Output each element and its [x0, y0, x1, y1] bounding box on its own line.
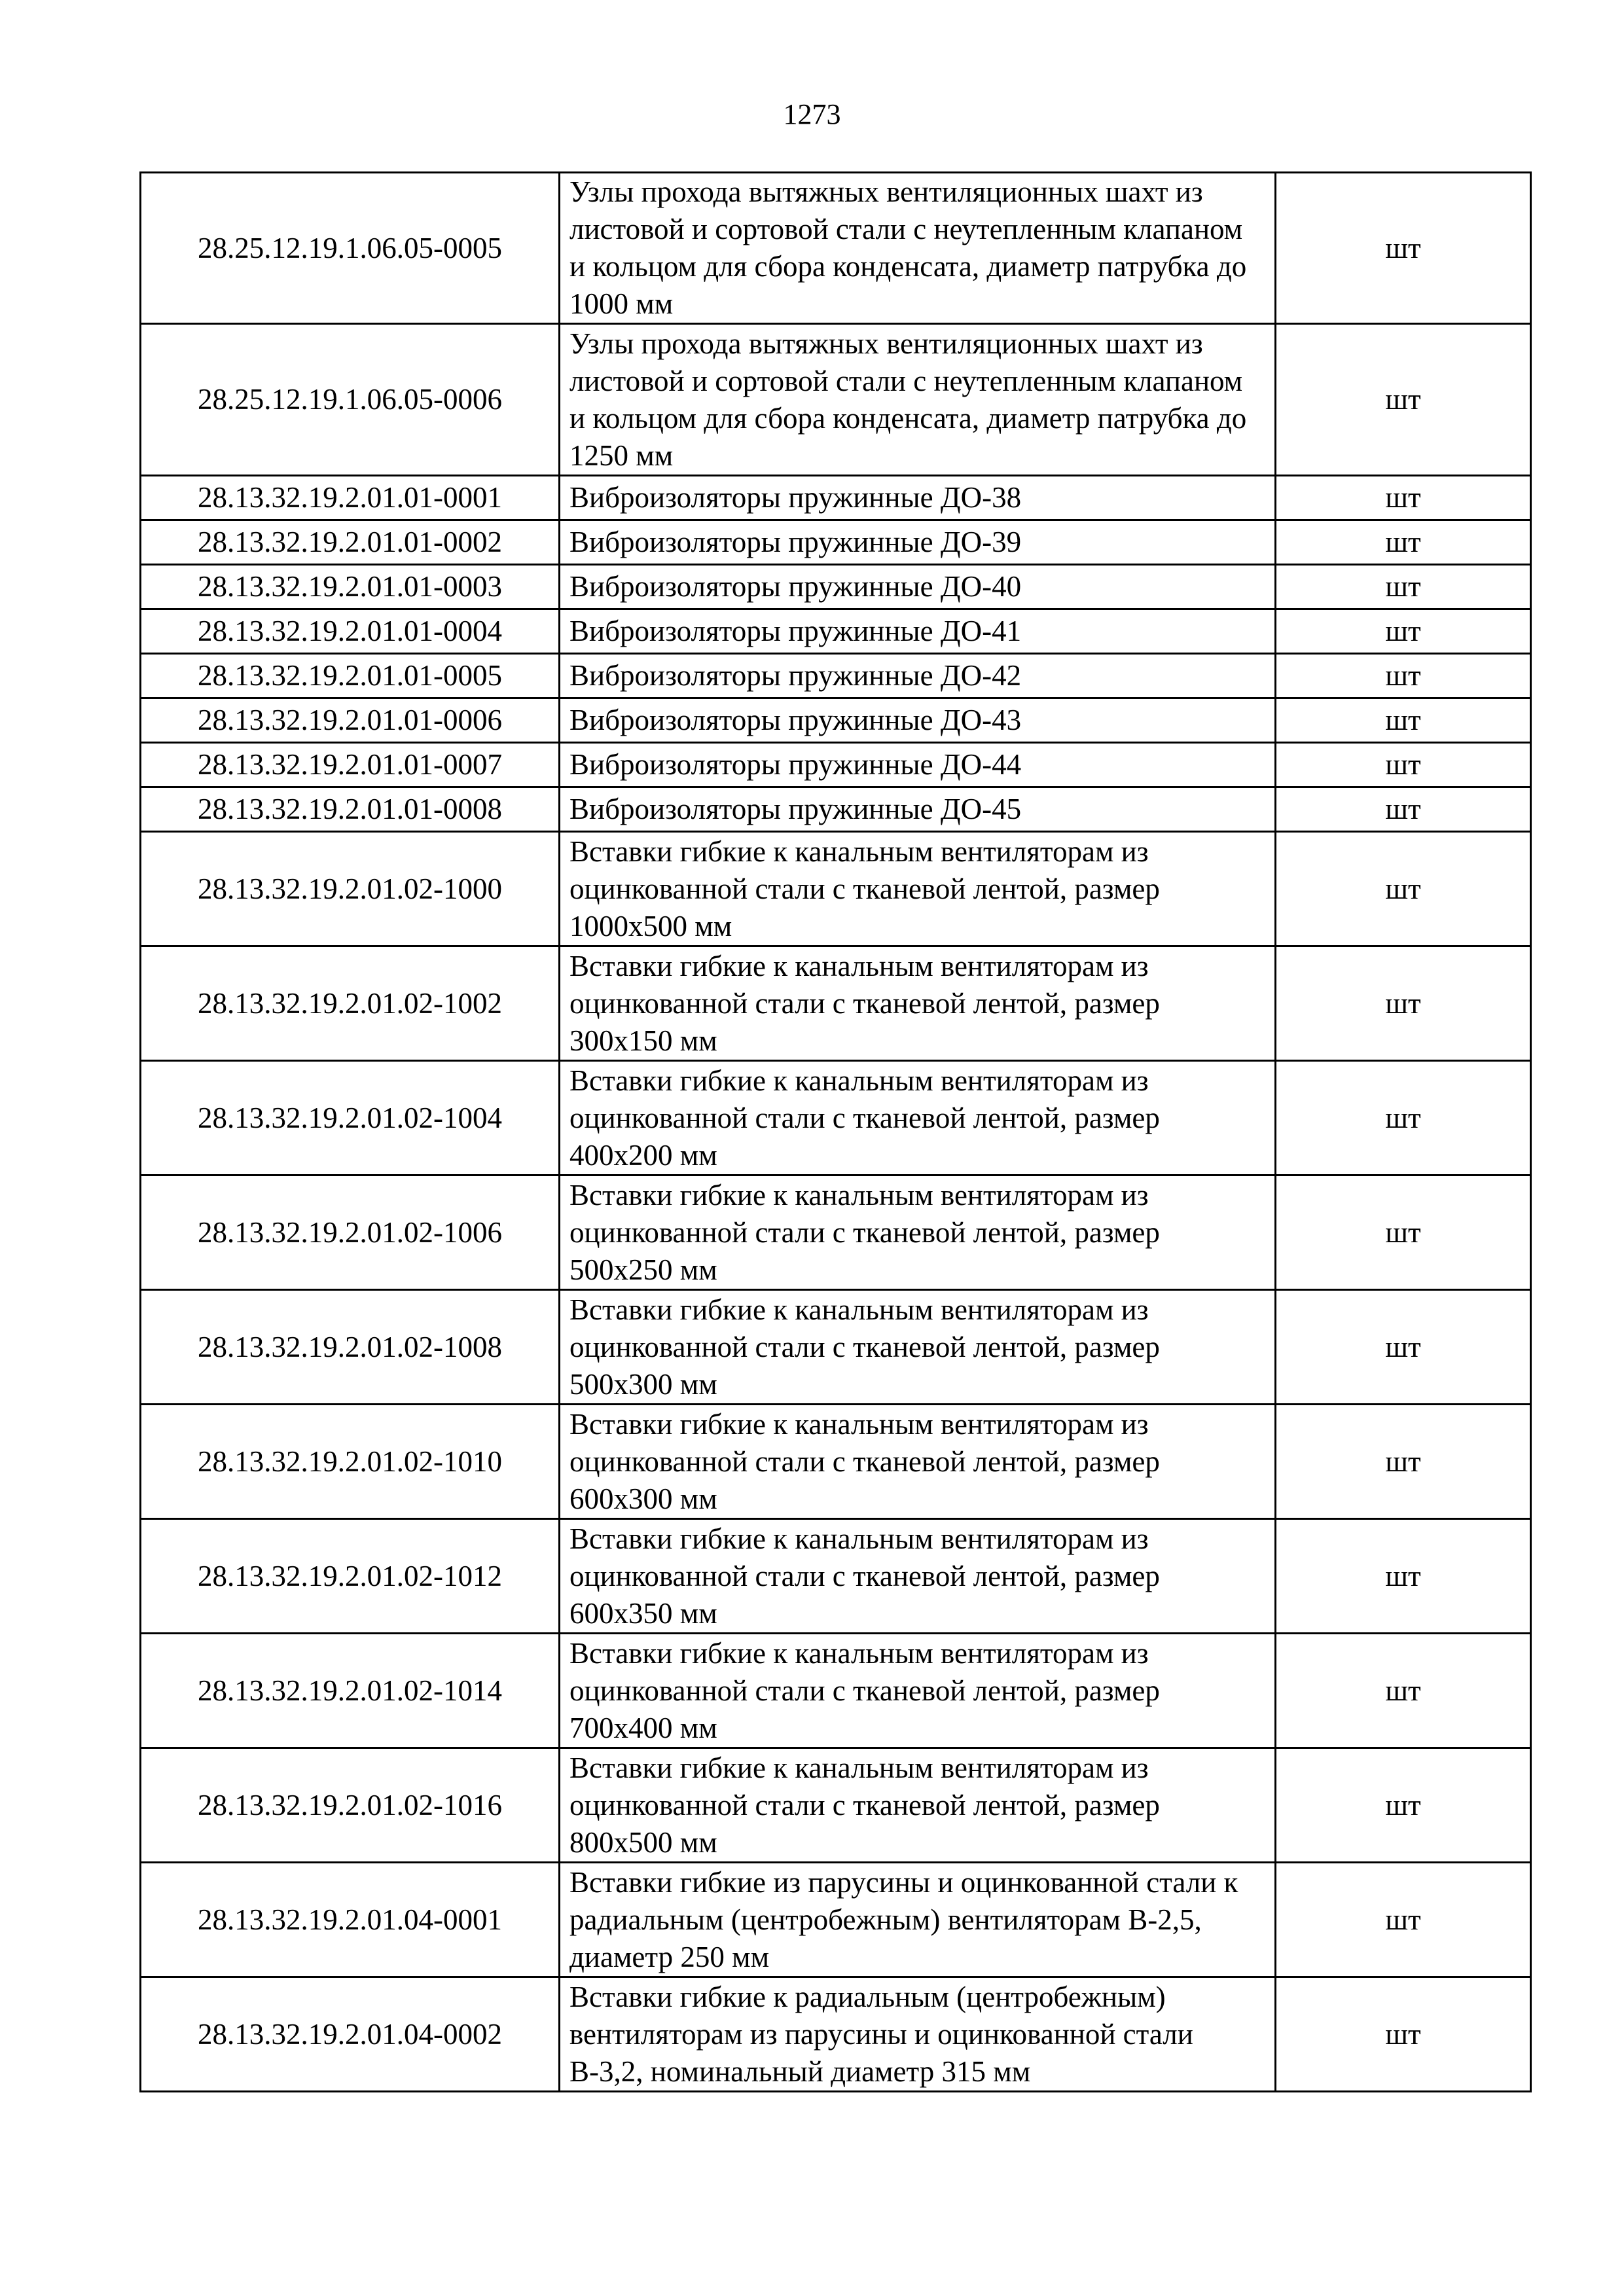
row-unit: шт: [1276, 324, 1531, 476]
table-row: [141, 1175, 1531, 1290]
row-code: 28.13.32.19.2.01.01-0003: [141, 565, 560, 609]
table-row: [141, 743, 1531, 787]
row-unit: шт: [1276, 520, 1531, 565]
table-row: [141, 832, 1531, 946]
table-row: [141, 173, 1531, 324]
table-row: [141, 946, 1531, 1061]
row-unit: шт: [1276, 743, 1531, 787]
row-unit: шт: [1276, 946, 1531, 1061]
row-code: 28.13.32.19.2.01.02-1006: [141, 1175, 560, 1290]
resource-table: [139, 171, 1532, 2092]
table-row: [141, 1519, 1531, 1634]
row-code: 28.13.32.19.2.01.01-0004: [141, 609, 560, 654]
row-code: 28.25.12.19.1.06.05-0005: [141, 173, 560, 324]
row-unit: шт: [1276, 1290, 1531, 1405]
table-row: [141, 1061, 1531, 1175]
row-unit: шт: [1276, 1634, 1531, 1748]
table-row: [141, 1405, 1531, 1519]
table-row: [141, 787, 1531, 832]
row-code: 28.13.32.19.2.01.02-1014: [141, 1634, 560, 1748]
table-row: [141, 1634, 1531, 1748]
row-unit: шт: [1276, 1748, 1531, 1863]
table-row: [141, 520, 1531, 565]
row-description: Вставки гибкие к канальным вентиляторам из оцинкованной стали с тканевой лентой, размер 500х250 мм: [560, 1175, 1276, 1290]
row-unit: шт: [1276, 1863, 1531, 1977]
row-description: Виброизоляторы пружинные ДО-39: [560, 520, 1276, 565]
row-code: 28.13.32.19.2.01.02-1012: [141, 1519, 560, 1634]
table-row: [141, 698, 1531, 743]
table-row: [141, 1748, 1531, 1863]
row-description: Виброизоляторы пружинные ДО-44: [560, 743, 1276, 787]
row-code: 28.13.32.19.2.01.01-0006: [141, 698, 560, 743]
table-row: [141, 476, 1531, 520]
row-unit: шт: [1276, 565, 1531, 609]
row-description: Вставки гибкие к канальным вентиляторам из оцинкованной стали с тканевой лентой, размер 500х300 мм: [560, 1290, 1276, 1405]
table-body: [141, 173, 1531, 2092]
row-code: 28.13.32.19.2.01.01-0005: [141, 654, 560, 698]
row-unit: шт: [1276, 173, 1531, 324]
row-code: 28.13.32.19.2.01.02-1008: [141, 1290, 560, 1405]
row-code: 28.13.32.19.2.01.04-0001: [141, 1863, 560, 1977]
row-description: Вставки гибкие к радиальным (центробежным) вентиляторам из парусины и оцинкованной стали В-3,2, номинальный диаметр 315 мм: [560, 1977, 1276, 2092]
row-description: Виброизоляторы пружинные ДО-43: [560, 698, 1276, 743]
row-code: 28.13.32.19.2.01.02-1004: [141, 1061, 560, 1175]
row-description: Виброизоляторы пружинные ДО-42: [560, 654, 1276, 698]
row-description: Виброизоляторы пружинные ДО-40: [560, 565, 1276, 609]
page-number: 1273: [783, 98, 841, 130]
row-code: 28.13.32.19.2.01.01-0007: [141, 743, 560, 787]
table-row: [141, 609, 1531, 654]
row-unit: шт: [1276, 1405, 1531, 1519]
row-description: Виброизоляторы пружинные ДО-38: [560, 476, 1276, 520]
row-description: Вставки гибкие к канальным вентиляторам из оцинкованной стали с тканевой лентой, размер 400х200 мм: [560, 1061, 1276, 1175]
row-description: Виброизоляторы пружинные ДО-45: [560, 787, 1276, 832]
row-unit: шт: [1276, 1061, 1531, 1175]
row-unit: шт: [1276, 654, 1531, 698]
row-description: Узлы прохода вытяжных вентиляционных шахт из листовой и сортовой стали с неутепленным клапаном и кольцом для сбора конденсата, диаметр патрубка до 1000 мм: [560, 173, 1276, 324]
table-row: [141, 565, 1531, 609]
row-description: Вставки гибкие к канальным вентиляторам из оцинкованной стали с тканевой лентой, размер 1000х500 мм: [560, 832, 1276, 946]
table-row: [141, 1863, 1531, 1977]
row-code: 28.13.32.19.2.01.02-1016: [141, 1748, 560, 1863]
row-description: Вставки гибкие к канальным вентиляторам из оцинкованной стали с тканевой лентой, размер 600х350 мм: [560, 1519, 1276, 1634]
row-unit: шт: [1276, 476, 1531, 520]
row-unit: шт: [1276, 609, 1531, 654]
row-description: Вставки гибкие к канальным вентиляторам из оцинкованной стали с тканевой лентой, размер 300х150 мм: [560, 946, 1276, 1061]
row-unit: шт: [1276, 1977, 1531, 2092]
row-code: 28.13.32.19.2.01.01-0001: [141, 476, 560, 520]
row-code: 28.13.32.19.2.01.02-1000: [141, 832, 560, 946]
row-code: 28.13.32.19.2.01.01-0002: [141, 520, 560, 565]
row-unit: шт: [1276, 787, 1531, 832]
row-code: 28.13.32.19.2.01.02-1002: [141, 946, 560, 1061]
table-row: [141, 654, 1531, 698]
row-description: Вставки гибкие к канальным вентиляторам из оцинкованной стали с тканевой лентой, размер 800х500 мм: [560, 1748, 1276, 1863]
table-row: [141, 324, 1531, 476]
row-code: 28.13.32.19.2.01.01-0008: [141, 787, 560, 832]
table-row: [141, 1290, 1531, 1405]
row-unit: шт: [1276, 1519, 1531, 1634]
row-unit: шт: [1276, 698, 1531, 743]
table-row: [141, 1977, 1531, 2092]
row-description: Вставки гибкие к канальным вентиляторам из оцинкованной стали с тканевой лентой, размер 600х300 мм: [560, 1405, 1276, 1519]
row-unit: шт: [1276, 1175, 1531, 1290]
row-code: 28.25.12.19.1.06.05-0006: [141, 324, 560, 476]
row-description: Вставки гибкие из парусины и оцинкованной стали к радиальным (центробежным) вентиляторам В-2,5, диаметр 250 мм: [560, 1863, 1276, 1977]
row-unit: шт: [1276, 832, 1531, 946]
row-description: Вставки гибкие к канальным вентиляторам из оцинкованной стали с тканевой лентой, размер 700х400 мм: [560, 1634, 1276, 1748]
row-code: 28.13.32.19.2.01.04-0002: [141, 1977, 560, 2092]
row-description: Виброизоляторы пружинные ДО-41: [560, 609, 1276, 654]
row-code: 28.13.32.19.2.01.02-1010: [141, 1405, 560, 1519]
row-description: Узлы прохода вытяжных вентиляционных шахт из листовой и сортовой стали с неутепленным клапаном и кольцом для сбора конденсата, диаметр патрубка до 1250 мм: [560, 324, 1276, 476]
